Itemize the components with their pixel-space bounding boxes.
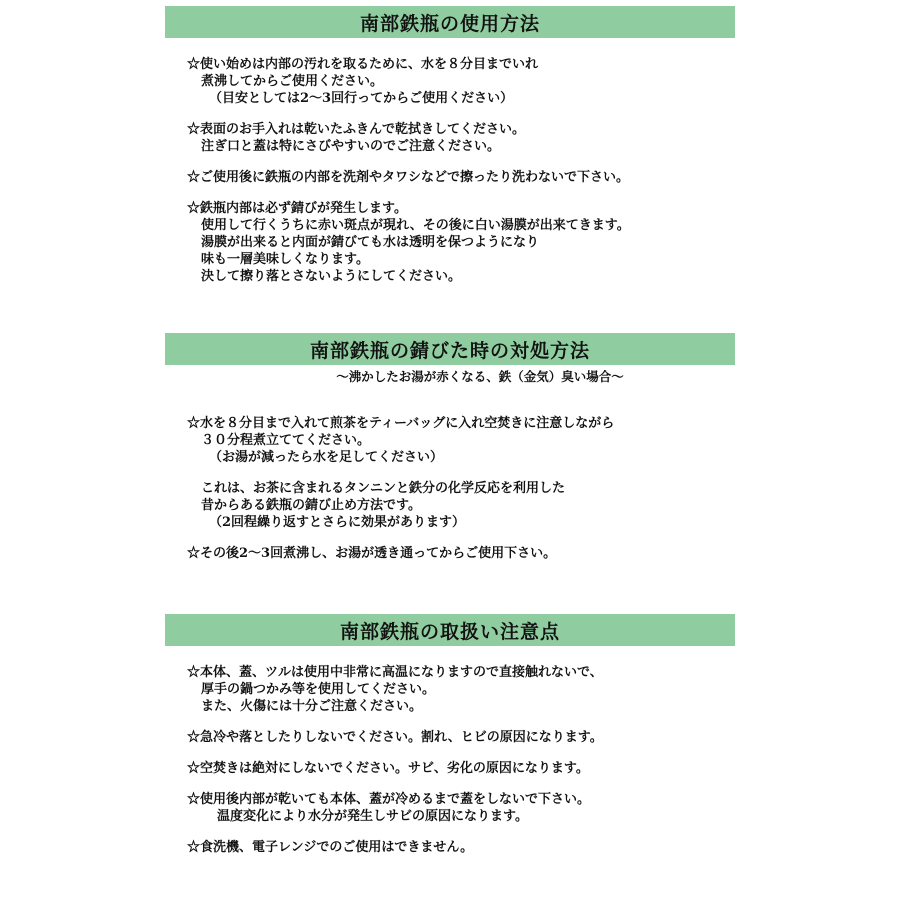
item-line: これは、お茶に含まれるタンニンと鉄分の化学反応を利用した — [201, 481, 566, 496]
list-item — [187, 545, 735, 562]
item-line: 煮沸してからご使用ください。 — [201, 74, 384, 89]
section-title: 南部鉄瓶の使用方法 — [359, 12, 540, 35]
section-title: 南部鉄瓶の取扱い注意点 — [339, 620, 560, 643]
section-body — [165, 56, 735, 285]
item-line: ☆本体、蓋、ツルは使用中非常に高温になりますので直接触れないで、 — [187, 665, 603, 680]
list-item — [187, 839, 735, 856]
list-item — [187, 729, 735, 746]
item-note: （2回程繰り返すとさらに効果があります） — [209, 515, 466, 530]
list-item — [187, 760, 735, 777]
list-item — [187, 56, 735, 107]
list-item — [187, 200, 735, 285]
item-line: 使用して行くうちに赤い斑点が現れ、その後に白い湯膜が出来てきます。 — [201, 218, 630, 233]
list-item — [187, 121, 735, 155]
item-line: ☆鉄瓶内部は必ず錆びが発生します。 — [187, 201, 407, 216]
item-line: ☆その後2～3回煮沸し、お湯が透き通ってからご使用下さい。 — [187, 546, 557, 561]
item-line: 昔からある鉄瓶の錆び止め方法です。 — [201, 498, 421, 513]
section-header — [165, 614, 735, 646]
item-line: 温度変化により水分が発生しサビの原因になります。 — [217, 809, 528, 824]
list-item — [187, 415, 735, 466]
item-line: ３０分程煮立ててください。 — [201, 433, 371, 448]
list-item — [187, 480, 735, 531]
item-note: （お湯が減ったら水を足してください） — [209, 450, 444, 465]
section-usage — [165, 6, 735, 299]
section-rust-remedy — [165, 333, 735, 576]
list-item — [187, 791, 735, 825]
item-line: ☆使い始めは内部の汚れを取るために、水を８分目までいれ — [187, 57, 539, 72]
item-line: ☆表面のお手入れは乾いたふきんで乾拭きしてください。 — [187, 122, 526, 137]
section-header — [165, 6, 735, 38]
item-line: 注ぎ口と蓋は特にさびやすいのでご注意ください。 — [201, 139, 501, 154]
item-line: ☆使用後内部が乾いても本体、蓋が冷めるまで蓋をしないで下さい。 — [187, 792, 591, 807]
section-body — [165, 415, 735, 562]
item-line: ☆空焚きは絶対にしないでください。サビ、劣化の原因になります。 — [187, 761, 589, 776]
section-body — [165, 664, 735, 856]
item-line: ☆急冷や落としたりしないでください。割れ、ヒビの原因になります。 — [187, 730, 603, 745]
item-line: ☆水を８分目まで入れて煎茶をティーバッグに入れ空焚きに注意しながら — [187, 416, 615, 431]
item-line: 湯膜が出来ると内面が錆びても水は透明を保つようになり — [201, 235, 540, 250]
section-title: 南部鉄瓶の錆びた時の対処方法 — [309, 339, 590, 362]
section-header — [165, 333, 735, 365]
section-subtitle: ～沸かしたお湯が赤くなる、鉄（金気）臭い場合～ — [336, 369, 624, 384]
item-line: ☆ご使用後に鉄瓶の内部を洗剤やタワシなどで擦ったり洗わないで下さい。 — [187, 170, 630, 185]
list-item — [187, 664, 735, 715]
item-line: 厚手の鍋つかみ等を使用してください。 — [201, 682, 436, 697]
item-line: また、火傷には十分ご注意ください。 — [201, 699, 423, 714]
item-note: （目安としては2～3回行ってからご使用ください） — [209, 91, 514, 106]
item-line: ☆食洗機、電子レンジでのご使用はできません。 — [187, 840, 474, 855]
list-item — [187, 169, 735, 186]
item-line: 決して擦り落とさないようにしてください。 — [201, 269, 462, 284]
item-line: 味も一層美味しくなります。 — [201, 252, 369, 267]
section-handling-cautions — [165, 614, 735, 870]
